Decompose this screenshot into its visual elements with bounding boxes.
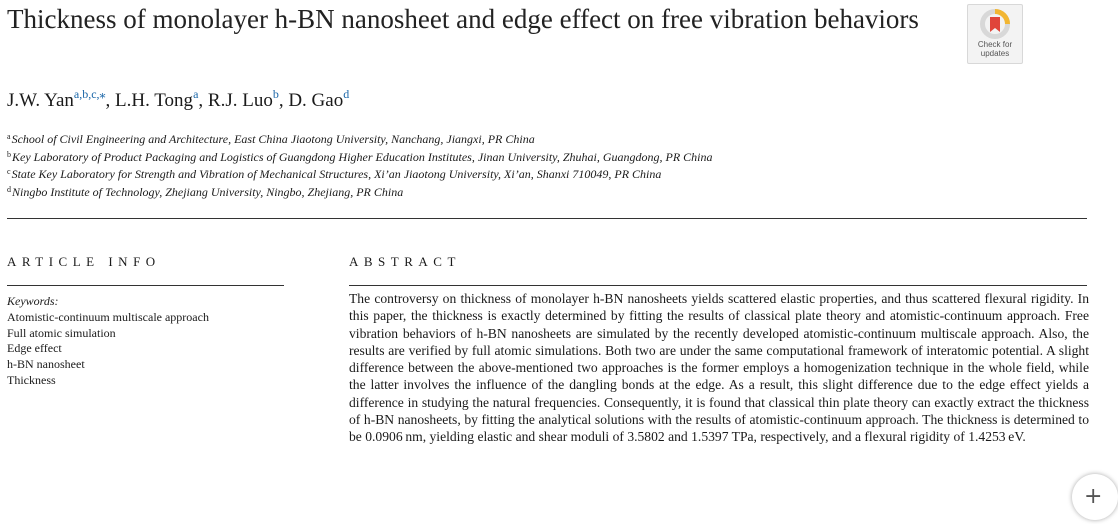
badge-label-line1: Check for	[977, 40, 1013, 49]
header-divider	[7, 218, 1087, 219]
author-affil-marks[interactable]: b	[272, 87, 279, 101]
affiliation-list	[7, 131, 713, 201]
author-affil-marks[interactable]: a	[193, 87, 199, 101]
author-affil-marks[interactable]: a,b,c,⁎	[73, 87, 106, 101]
keyword-item[interactable]: Thickness	[7, 372, 56, 387]
author-list	[7, 89, 349, 113]
check-for-updates-badge[interactable]	[967, 4, 1023, 64]
affiliation-mark: c	[7, 167, 11, 176]
author-name[interactable]: L.H. Tong	[115, 90, 194, 111]
affiliation-mark: d	[7, 184, 11, 194]
article-info-divider	[7, 285, 284, 286]
author-separator: ,	[198, 90, 208, 111]
bookmark-ring-icon	[979, 8, 1011, 40]
badge-label-line2: updates	[980, 49, 1010, 58]
affiliation-item	[7, 149, 713, 167]
keyword-item[interactable]: Edge effect	[7, 341, 62, 356]
author-name[interactable]: D. Gao	[288, 90, 344, 111]
author-name[interactable]: J.W. Yan	[7, 90, 74, 111]
affiliation-text: State Key Laboratory for Strength and Vibration of Mechanical Structures, Xi’an Jiaotong University, Xi’an, Shanxi 710049, PR China	[11, 167, 662, 181]
author-name[interactable]: R.J. Luo	[207, 90, 273, 111]
keywords-block	[7, 294, 209, 389]
abstract-text: The controversy on thickness of monolayer h-BN nanosheets yields scattered elastic properties, and thus scattered flexural rigidity. In this paper, the thickness is exactly determined by fitting the results of classical plate theory and atomistic-continuum approach. Free vibration behaviors of h-BN nanosheets are simulated by the recently developed atomistic-continuum multiscale approach. Also, the results are verified by full atomic simulations. Both two are under the same computational framework of interatomic potential. A slight difference between the above-mentioned two approaches is the former employs a homogenization technique in the whole field, while the latter involves the influence of the dangling bonds at the edge. As a result, this slight difference due to the edge effect yields a difference in studying the natural frequencies. Consequently, it is found that classical thin plate theory can exactly extract the thickness of h-BN nanosheets, by fitting the analytical solutions with the results of atomistic-continuum approach. The thickness is determined to be 0.0906 nm, yielding elastic and shear moduli of 3.5802 and 1.5397 TPa, respectively, and a flexural rigidity of 1.4253 eV.	[349, 291, 1089, 445]
plus-icon: +	[1084, 484, 1103, 509]
affiliation-mark: b	[7, 149, 11, 159]
affiliation-item	[7, 131, 713, 149]
keyword-item[interactable]: Full atomic simulation	[7, 325, 116, 340]
affiliation-mark: a	[7, 132, 11, 141]
affiliation-text: Ningbo Institute of Technology, Zhejiang University, Ningbo, Zhejiang, PR China	[12, 184, 404, 199]
author-affil-marks[interactable]: d	[343, 87, 350, 101]
affiliation-text: Key Laboratory of Product Packaging and Logistics of Guangdong Higher Education Institutes, Jinan University, Zhuhai, Guangdong, PR China	[12, 149, 713, 164]
keywords-label: Keywords:	[7, 294, 59, 308]
affiliation-text: School of Civil Engineering and Architecture, East China Jiaotong University, Nanchang, Jiangxi, PR China	[11, 132, 535, 146]
author-separator: ,	[105, 90, 116, 111]
keyword-item[interactable]: Atomistic-continuum multiscale approach	[7, 309, 209, 324]
affiliation-item	[7, 166, 713, 184]
author-separator: ,	[278, 90, 289, 111]
article-info-heading: ARTICLE INFO	[7, 254, 161, 269]
abstract-heading: ABSTRACT	[349, 254, 461, 269]
affiliation-item	[7, 184, 713, 202]
abstract-divider	[349, 285, 1087, 286]
article-title: Thickness of monolayer h-BN nanosheet and edge effect on free vibration behaviors	[7, 4, 919, 34]
keyword-item[interactable]: h-BN nanosheet	[7, 357, 85, 372]
floating-add-button[interactable]	[1072, 474, 1118, 520]
